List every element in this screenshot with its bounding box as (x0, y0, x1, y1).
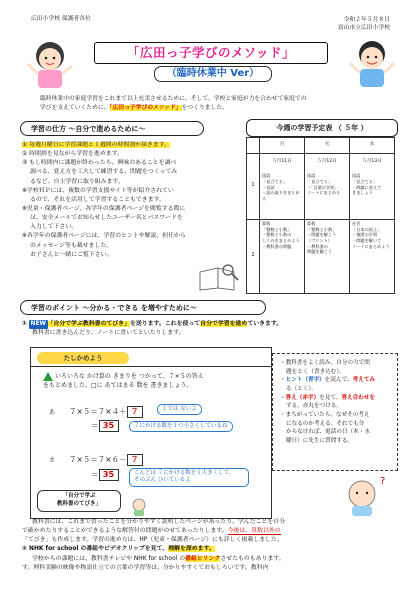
intro-text-part: をつくりました。 (181, 104, 228, 111)
schedule-cell: 算数 「整数と小数」 ・整数と小数の しくみをまとめよう ・教科書の問題 (260, 220, 305, 294)
divider (31, 366, 271, 367)
answer-box: ７ (127, 406, 143, 418)
period-label: 2 (247, 220, 260, 294)
how-to-use-guide-note (272, 353, 398, 471)
paragraph-text: 学校からの課題には、教科書テレビや NHK for school の (32, 555, 186, 562)
paragraph-line: 「てびき」も作成します。学習の進め方は、HP（児童・保護者ページ）にも詳しく掲載しました。 (22, 537, 283, 544)
weekly-schedule-table (246, 137, 395, 294)
point-2-text: ② NHK for school の番組やビデオクリップを見て、 (22, 546, 169, 553)
note-item: ※児童・保護者ページ、各学年の保護者ページを閲覧する際に (22, 205, 186, 212)
schedule-cell: 算数 「整数と小数」 ・問題を解こう （プリント） ・教科書の 問題を解こう (305, 220, 350, 294)
equation-text: ７×５＝７×４＋ (69, 407, 127, 416)
equation-a (49, 406, 143, 418)
list-item-continuation: 調べる、覚え方を工夫して練習する、問題をつくってみ (30, 169, 178, 176)
problem-text: いろいろな かけ算の きまりを つかって、７×５の答え (55, 373, 204, 380)
answer-box: 35 (99, 469, 119, 481)
note-text: ・ (280, 394, 286, 401)
problem-line-1 (43, 372, 263, 381)
note-text: ・ (280, 377, 286, 384)
note-line: する。赤丸をつける。 (286, 403, 342, 410)
note-line: 曜日）に先生に質問する。 (286, 437, 354, 444)
intro-line-1: 臨時休業中の家庭学習をこれまで以上充実させるために、そして、学校と家庭が力を合わせて家庭での (40, 96, 307, 102)
point-text-part: ていきます。 (247, 321, 283, 327)
note-text: を見て、 (319, 394, 342, 401)
list-item: ③ もし時間内に課題が終わったら、興味のあることを調べ (22, 160, 177, 167)
triangle-icon (43, 372, 53, 381)
note-item-continuation: るので、それを活用して学習することもできます。 (30, 196, 165, 203)
schedule-cell (350, 154, 395, 220)
hint-color-label: ヒント（青字） (285, 377, 325, 384)
equation-text: ７×５＝７×６－ (69, 455, 127, 464)
date-and-sender (338, 16, 390, 32)
schedule-cell (305, 154, 350, 220)
closing-paragraph (22, 518, 402, 573)
self-study-highlight: 自分で学習を進め (200, 321, 248, 327)
note-line: る（とく）。 (286, 385, 317, 392)
list-item: ② 時間割を見ながら学習を進めます。 (22, 151, 123, 158)
cell-text: 国語 「見立てる」 ・音読 ・読み取りをまとめる (262, 173, 300, 201)
book-magnifier-icon (198, 262, 240, 292)
guide-name-highlight: 「自分で学ぶ教科書のてびき」 (47, 321, 130, 327)
point-1-line-2: 教科書に書き込んだり、ノートに書いてといたりします。 (32, 330, 185, 337)
note-item-continuation: お子さんと一緒にご覧下さい。 (30, 251, 113, 258)
intro-text (40, 95, 380, 113)
equation-label: さ (49, 457, 56, 464)
day-header: 月 (260, 138, 305, 154)
note-line (280, 394, 392, 403)
equation-b (49, 454, 143, 466)
cartoon-child-icon (129, 498, 149, 516)
hint-bubble (129, 468, 249, 487)
hint-bubble: ７にかける数を１つ小さくしているね (129, 421, 233, 432)
day-header: 水 (350, 138, 395, 154)
equation-b-result: ＝ 35 (91, 469, 119, 481)
list-item-text: ① 毎週月曜日に学習課題と１週間の時間割が届きます。 (22, 142, 171, 148)
schedule-title: 今週の学習予定表 （ ５年 ） (246, 119, 398, 137)
schedule-header-row (247, 138, 395, 154)
workbook-heading: たしかめよう (37, 352, 129, 364)
title-block (82, 40, 340, 84)
note-line: 題をとく（書き込む）。 (286, 368, 345, 375)
cell-text: 国語 「見立てる」 ・「言葉の学習」 ノートにまとめる (307, 173, 341, 196)
workbook-example (30, 347, 272, 519)
schedule-cell: 社会 「日本の国土」 ・地図の学習 ・問題を解いて ノートにまとめよう (350, 220, 395, 294)
point-text-part: を送ります。これを使って (129, 321, 201, 327)
schedule-cell (260, 154, 305, 220)
point-1-text (22, 320, 402, 338)
intro-text-part: 学びを支えていくために、 (40, 104, 110, 111)
page-title: 「広田っ子学びのメソッド」 (94, 42, 328, 64)
note-item-continuation: は、安全メールでお知らせしたユーザー名とパスワードを (30, 215, 183, 222)
note-item: ※学校ＨＰには、複数の学習支援サイト等が紹介されてい (22, 187, 174, 194)
section-heading-study-method: 学習の仕方 ～自分で進めるために～ (20, 121, 204, 136)
cartoon-girl-icon (24, 36, 80, 94)
period-label: 1 (247, 154, 260, 220)
method-name-highlight: 「広田っ子学びのメソッド」 (109, 104, 182, 111)
note-emphasis: 考えてみ (352, 377, 376, 384)
point-1-line-1 (22, 320, 402, 329)
cell-text: 国語 「見立てる」 ・問題に答えて きましょう (352, 173, 382, 196)
note-line: ・まちがっていたら、なぜその考え (280, 411, 370, 418)
hint-line: そのぶん ひいているよ (134, 477, 191, 484)
answer-box: ７ (127, 454, 143, 466)
section-heading-study-points: 学習のポイント ～分かる・できる を増やすために～ (20, 300, 266, 315)
list-item (22, 141, 234, 150)
guide-label-line: 教科書のてびき」 (56, 500, 101, 507)
problem-line-2: をもとめました。□に あてはまる 数を 書きましょう。 (43, 382, 193, 389)
question-child-icon (330, 474, 392, 516)
underlined-text: 今後は、算数以外の (227, 528, 281, 535)
paragraph-text: させたものもあります。 (220, 555, 285, 562)
point-2-highlight: 理解を深めます。 (168, 546, 215, 553)
day-header: 火 (305, 138, 350, 154)
hint-bubble: １では ないよ (157, 404, 202, 415)
paragraph-line: 教科書には、これまで習ったことを分かりやすく説明したページがあったり、学んだことを自分 (32, 519, 286, 525)
recipient: 広田小学校 保護者各位 (31, 16, 91, 22)
schedule-corner (247, 138, 260, 154)
intro-line-2 (40, 104, 380, 113)
guide-label-line: 「自分で学ぶ (62, 493, 96, 499)
equation-a-result: ＝ 35 (91, 420, 119, 432)
sender: 富山市立広田小学校 (337, 25, 390, 32)
note-item-continuation: 入力して下さい。 (30, 224, 78, 231)
answer-color-label: 答え（赤字） (285, 394, 320, 401)
note-text: を読んで、 (324, 377, 353, 384)
point-2-line (22, 545, 402, 554)
note-line: からなければ、電話の日（木・水 (286, 429, 370, 436)
new-badge: NEW (29, 320, 47, 329)
note-item: ※各学年の保護者ページには、学習のヒントや解説、担任から (22, 233, 186, 240)
equation-label: あ (49, 409, 56, 416)
page-subtitle: （臨時休業中 Ver） (154, 66, 272, 82)
issue-date: 令和２年５月８日 (343, 17, 390, 23)
cell-date: ５月13日 (362, 159, 382, 164)
point-number: ① (22, 321, 30, 327)
paragraph-line (22, 555, 402, 564)
note-line: になるのか考える。それでも分 (286, 420, 365, 427)
schedule-row (247, 220, 395, 294)
svg-text:?: ? (380, 476, 386, 487)
hint-line: こんどは ７にかける数を１大きくして、 (134, 470, 235, 476)
paragraph-line (22, 527, 402, 536)
paragraph-text: で確かめたりすることができるような解答付の問題がのせてあったりします。 (22, 528, 228, 535)
list-item-continuation: るなど、自主学習に取り組みます。 (30, 178, 124, 185)
answer-box: 35 (99, 420, 119, 432)
schedule-row (247, 154, 395, 220)
note-emphasis: 答え合わせを (341, 394, 376, 401)
workbook-problem (43, 372, 263, 390)
guide-label (37, 490, 121, 512)
cell-date: ５月11日 (272, 159, 292, 164)
note-item-continuation: のメッセージ等も載せました。 (30, 242, 113, 249)
paragraph-line: す。理科実験の映像や物語仕立ての言葉の学習等は、分かりやすくておもしろいです。教科内 (22, 564, 269, 571)
study-method-list (22, 141, 234, 260)
note-line: ・教科書をよく読み、自分の力で問 (280, 360, 370, 366)
cell-date: ５月12日 (317, 159, 337, 164)
cartoon-boy-icon (344, 36, 400, 94)
note-line (280, 376, 392, 385)
link-highlight: 番組とリンク (185, 555, 221, 562)
